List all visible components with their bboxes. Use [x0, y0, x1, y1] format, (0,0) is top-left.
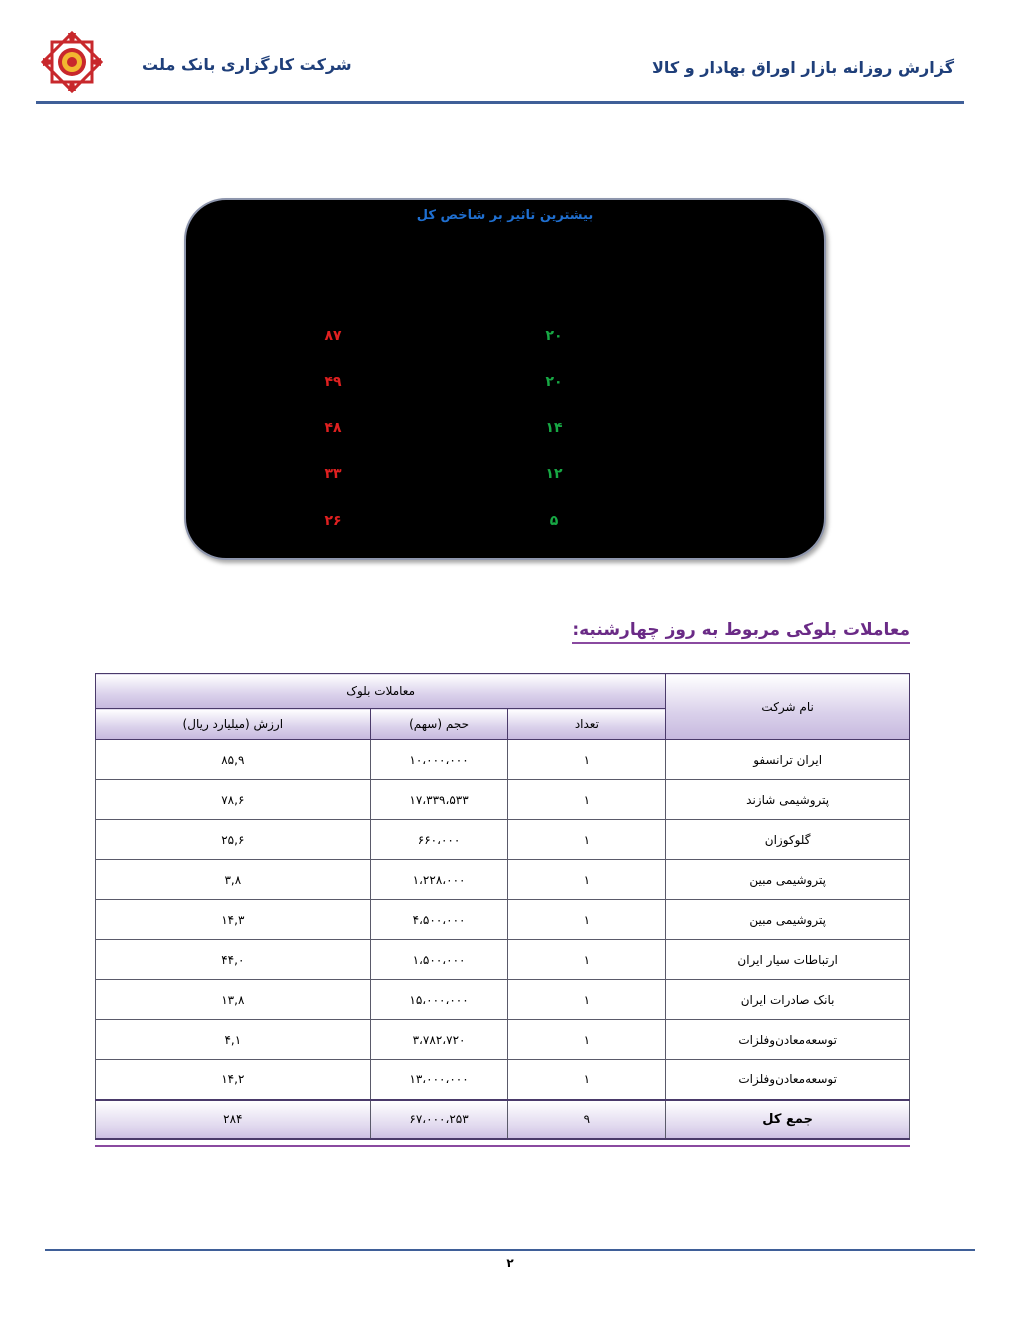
value-cell: ۴,۱ — [96, 1020, 371, 1060]
table-row — [96, 900, 910, 940]
volume-cell: ۱،۵۰۰،۰۰۰ — [370, 940, 508, 980]
positive-impact-value: ۱۴ — [545, 420, 563, 436]
group-header-block-trades: معاملات بلوک — [96, 674, 666, 709]
value-cell: ۳,۸ — [96, 860, 371, 900]
company-cell: بانک صادرات ایران — [666, 980, 910, 1020]
table-row — [96, 860, 910, 900]
total-row — [96, 1100, 910, 1139]
count-cell: ۱ — [508, 740, 666, 780]
column-header-company: نام شرکت — [666, 674, 910, 740]
value-cell: ۱۴,۳ — [96, 900, 371, 940]
positive-impact-value: ۲۰ — [545, 374, 563, 390]
table-row — [96, 980, 910, 1020]
header-divider — [36, 101, 964, 104]
volume-cell: ۱۷،۳۳۹،۵۳۳ — [370, 780, 508, 820]
total-count: ۹ — [508, 1100, 666, 1139]
count-cell: ۱ — [508, 980, 666, 1020]
count-cell: ۱ — [508, 1020, 666, 1060]
count-cell: ۱ — [508, 780, 666, 820]
company-name: شرکت کارگزاری بانک ملت — [142, 55, 352, 74]
table-underline — [95, 1145, 910, 1147]
count-cell: ۱ — [508, 940, 666, 980]
company-cell: ارتباطات سیار ایران — [666, 940, 910, 980]
volume-cell: ۱۵،۰۰۰،۰۰۰ — [370, 980, 508, 1020]
positive-impact-value: ۱۲ — [545, 466, 563, 482]
column-header-volume: حجم (سهم) — [370, 709, 508, 740]
bank-mellat-logo-icon — [40, 30, 104, 94]
value-cell: ۱۴,۲ — [96, 1060, 371, 1100]
value-cell: ۷۸,۶ — [96, 780, 371, 820]
negative-impact-value: ۴۹ — [324, 374, 342, 390]
table-row — [96, 820, 910, 860]
table-row — [96, 740, 910, 780]
count-cell: ۱ — [508, 860, 666, 900]
total-value: ۲۸۴ — [96, 1100, 371, 1139]
volume-cell: ۳،۷۸۲،۷۲۰ — [370, 1020, 508, 1060]
negative-impact-value: ۴۸ — [324, 420, 342, 436]
negative-impact-value: ۸۷ — [324, 328, 342, 344]
table-row — [96, 780, 910, 820]
count-cell: ۱ — [508, 1060, 666, 1100]
column-header-count: تعداد — [508, 709, 666, 740]
positive-impact-value: ۲۰ — [545, 328, 563, 344]
section-heading: معاملات بلوکی مربوط به روز چهارشنبه: — [572, 620, 910, 644]
volume-cell: ۱۰،۰۰۰،۰۰۰ — [370, 740, 508, 780]
index-impact-panel — [184, 198, 826, 560]
total-volume: ۶۷،۰۰۰،۲۵۳ — [370, 1100, 508, 1139]
value-cell: ۴۴,۰ — [96, 940, 371, 980]
count-cell: ۱ — [508, 820, 666, 860]
block-trades-table — [95, 673, 910, 1140]
volume-cell: ۴،۵۰۰،۰۰۰ — [370, 900, 508, 940]
report-title: گزارش روزانه بازار اوراق بهادار و کالا — [651, 58, 954, 77]
company-cell: توسعه‌معادن‌وفلزات — [666, 1060, 910, 1100]
volume-cell: ۱۳،۰۰۰،۰۰۰ — [370, 1060, 508, 1100]
negative-impact-value: ۲۶ — [324, 513, 342, 529]
volume-cell: ۱،۲۲۸،۰۰۰ — [370, 860, 508, 900]
table-row — [96, 1020, 910, 1060]
negative-impact-value: ۳۳ — [324, 466, 342, 482]
page-number: ۲ — [506, 1256, 514, 1270]
company-cell: ایران ترانسفو — [666, 740, 910, 780]
value-cell: ۲۵,۶ — [96, 820, 371, 860]
count-cell: ۱ — [508, 900, 666, 940]
total-label: جمع کل — [666, 1100, 910, 1139]
company-cell: پتروشیمی مبین — [666, 900, 910, 940]
company-cell: توسعه‌معادن‌وفلزات — [666, 1020, 910, 1060]
value-cell: ۸۵,۹ — [96, 740, 371, 780]
column-header-value: ارزش (میلیارد ریال) — [96, 709, 371, 740]
company-cell: پتروشیمی شازند — [666, 780, 910, 820]
footer-divider — [45, 1249, 975, 1251]
company-cell: گلوکوزان — [666, 820, 910, 860]
panel-title: بیشترین تاثیر بر شاخص کل — [416, 208, 594, 223]
value-cell: ۱۳,۸ — [96, 980, 371, 1020]
company-cell: پتروشیمی مبین — [666, 860, 910, 900]
positive-impact-value: ۵ — [549, 513, 559, 529]
table-row — [96, 1060, 910, 1100]
table-row — [96, 940, 910, 980]
volume-cell: ۶۶۰،۰۰۰ — [370, 820, 508, 860]
